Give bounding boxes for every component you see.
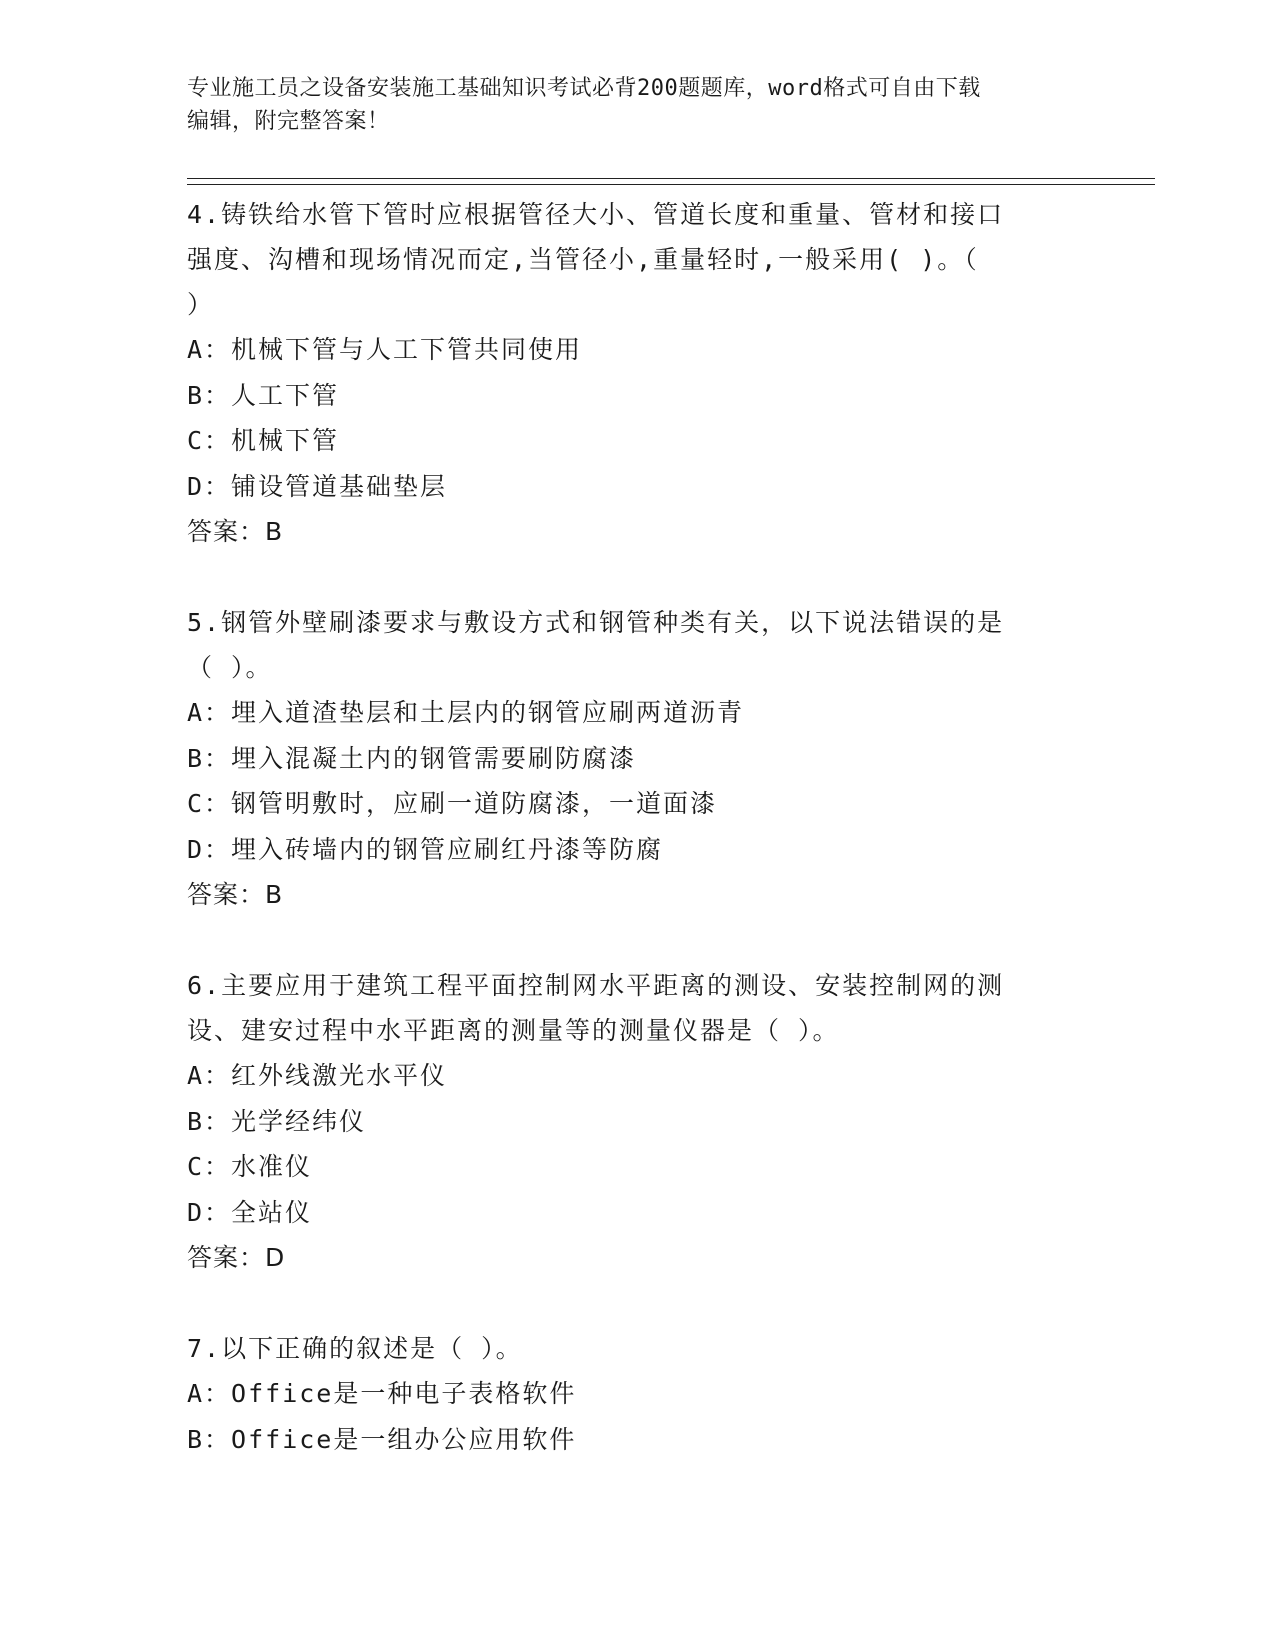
question-7-option-b: B：Office是一组办公应用软件 [187, 1424, 577, 1454]
question-6-answer: 答案：D [187, 1243, 286, 1272]
question-5-option-a: A：埋入道渣垫层和土层内的钢管应刷两道沥青 [187, 698, 745, 727]
header-title-line-2: 编辑，附完整答案！ [187, 109, 390, 134]
question-list [187, 192, 1067, 1462]
question-5-option-b: B：埋入混凝土内的钢管需要刷防腐漆 [187, 743, 637, 773]
question-6-option-c: C：水准仪 [187, 1152, 313, 1181]
header-divider-top [187, 178, 1155, 179]
question-5 [187, 600, 1067, 917]
question-4-stem-line-1: 4.铸铁给水管下管时应根据管径大小、管道长度和重量、管材和接口 [187, 200, 1005, 229]
question-4-stem-line-3: ） [187, 290, 215, 319]
question-4-option-a: A：机械下管与人工下管共同使用 [187, 335, 583, 364]
question-5-stem-line-1: 5.钢管外壁刷漆要求与敷设方式和钢管种类有关，以下说法错误的是 [187, 608, 1005, 637]
question-7 [187, 1326, 1067, 1462]
question-6-option-a: A：红外线激光水平仪 [187, 1061, 448, 1090]
header-title-line-1: 专业施工员之设备安装施工基础知识考试必背200题题库，word格式可自由下载 [187, 76, 981, 101]
question-7-option-a: A：Office是一种电子表格软件 [187, 1379, 577, 1408]
question-5-option-d: D：埋入砖墙内的钢管应刷红丹漆等防腐 [187, 834, 664, 864]
question-spacer [187, 554, 1067, 600]
question-5-stem-line-2: （ ）。 [187, 653, 273, 682]
document-header [187, 72, 1067, 138]
question-6 [187, 963, 1067, 1280]
question-4 [187, 192, 1067, 554]
question-7-stem-line-1: 7.以下正确的叙述是（ ）。 [187, 1334, 523, 1363]
question-5-option-c: C：钢管明敷时，应刷一道防腐漆，一道面漆 [187, 789, 718, 818]
question-4-option-c: C：机械下管 [187, 426, 340, 455]
question-4-option-b: B：人工下管 [187, 380, 340, 410]
question-6-stem-line-2: 设、建安过程中水平距离的测量等的测量仪器是（ ）。 [187, 1016, 840, 1045]
question-4-answer: 答案：B [187, 517, 284, 546]
question-4-stem-line-2: 强度、沟槽和现场情况而定,当管径小,重量轻时,一般采用( )。（ [187, 245, 979, 274]
question-spacer [187, 1280, 1067, 1326]
question-4-option-d: D：铺设管道基础垫层 [187, 471, 448, 501]
question-6-stem-line-1: 6.主要应用于建筑工程平面控制网水平距离的测设、安装控制网的测 [187, 971, 1005, 1000]
question-spacer [187, 917, 1067, 963]
header-divider-bottom [187, 184, 1155, 185]
question-5-answer: 答案：B [187, 880, 284, 909]
question-6-option-d: D：全站仪 [187, 1197, 313, 1227]
question-6-option-b: B：光学经纬仪 [187, 1106, 367, 1136]
